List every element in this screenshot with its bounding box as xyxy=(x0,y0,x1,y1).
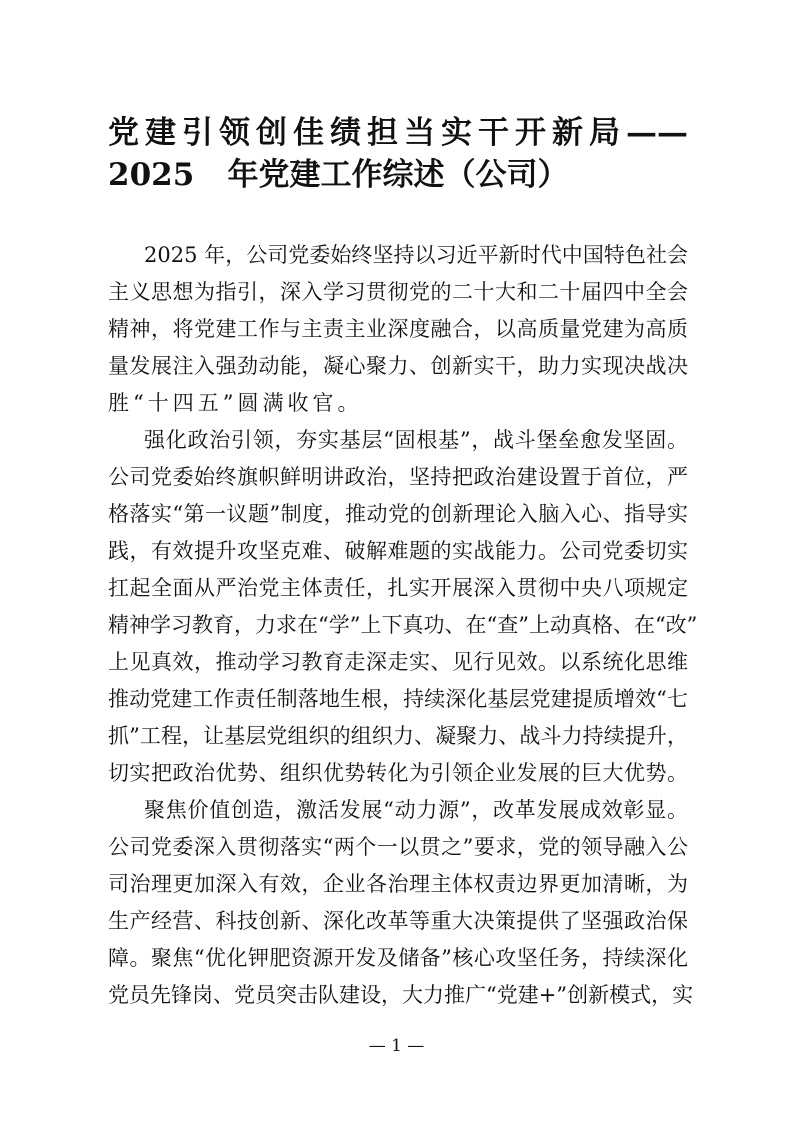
body-line: 上见真效，推动学习教育走深走实、见行见效。以系统化思维 xyxy=(108,650,688,674)
body-line: 抓”工程，让基层党组织的组织力、凝聚力、战斗力持续提升， xyxy=(108,724,688,748)
body-line: 党员先锋岗、党员突击队建设，大力推广“党建+”创新模式，实 xyxy=(108,983,694,1007)
body-line: 精神学习教育，力求在“学”上下真功、在“查”上动真格、在“改” xyxy=(108,613,698,637)
body-line: 公司党委深入贯彻落实“两个一以贯之”要求，党的领导融入公 xyxy=(108,835,688,859)
body-line: 聚焦价值创造，激活发展“动力源”，改革发展成效彰显。 xyxy=(144,798,688,822)
body-line: 主义思想为指引，深入学习贯彻党的二十大和二十届四中全会 xyxy=(108,280,688,304)
body-line: 格落实“第一议题”制度，推动党的创新理论入脑入心、指导实 xyxy=(108,502,688,526)
body-line: 胜“十四五”圆满收官。 xyxy=(108,391,363,415)
body-line: 生产经营、科技创新、深化改革等重大决策提供了坚强政治保 xyxy=(108,909,688,933)
body-line: 切实把政治优势、组织优势转化为引领企业发展的巨大优势。 xyxy=(108,761,688,785)
body-line: 2025 年，公司党委始终坚持以习近平新时代中国特色社会 xyxy=(144,243,688,267)
body-line: 司治理更加深入有效，企业各治理主体权责边界更加清晰，为 xyxy=(108,872,688,896)
body-line: 障。聚焦“优化钾肥资源开发及储备”核心攻坚任务，持续深化 xyxy=(108,946,688,970)
body-line: 公司党委始终旗帜鲜明讲政治，坚持把政治建设置于首位，严 xyxy=(108,465,688,489)
body-line: 践，有效提升攻坚克难、破解难题的实战能力。公司党委切实 xyxy=(108,539,688,563)
document-body xyxy=(108,237,698,1014)
document-title-line-1: 党建引领创佳绩担当实干开新局——2025 xyxy=(108,115,688,193)
body-line: 量发展注入强劲动能，凝心聚力、创新实干，助力实现决战决 xyxy=(108,354,688,378)
document-title-line-2: 年党建工作综述（公司） xyxy=(227,157,569,193)
body-line: 推动党建工作责任制落地生根，持续深化基层党建提质增效“七 xyxy=(108,687,688,711)
body-line: 精神，将党建工作与主责主业深度融合，以高质量党建为高质 xyxy=(108,317,688,341)
body-line: 强化政治引领，夯实基层“固根基”，战斗堡垒愈发坚固。 xyxy=(144,428,688,452)
body-line: 扛起全面从严治党主体责任，扎实开展深入贯彻中央八项规定 xyxy=(108,576,688,600)
page-number: — 1 — xyxy=(368,1036,425,1056)
